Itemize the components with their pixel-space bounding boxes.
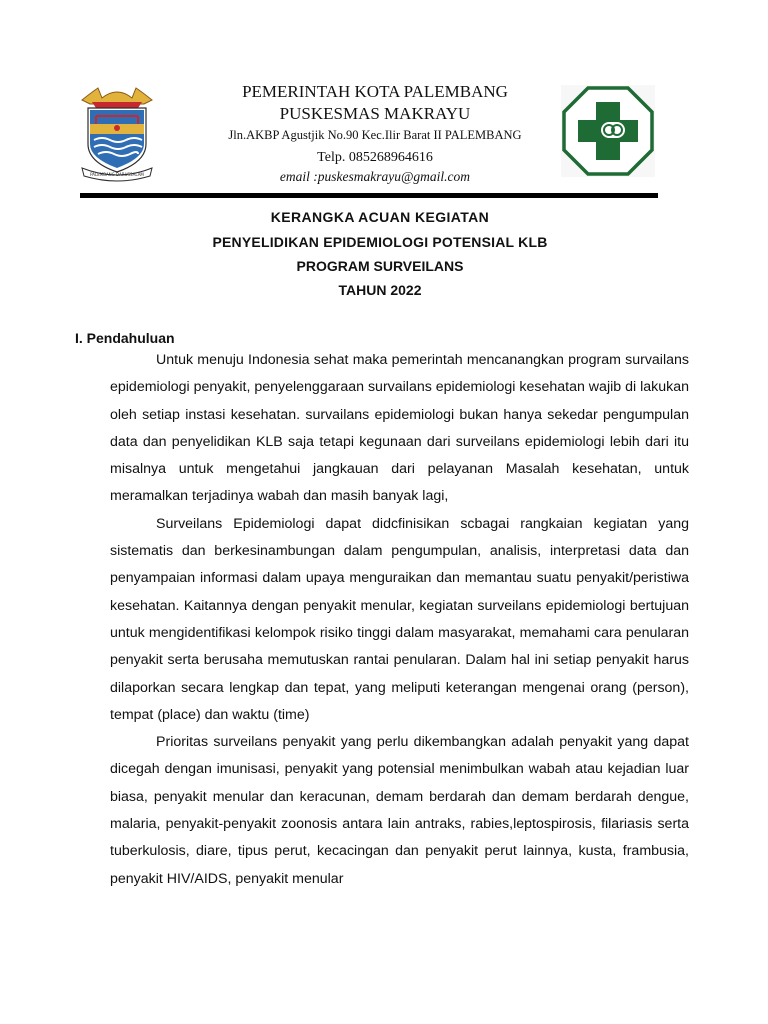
- emblem-banner-text: PALEMBANG DARUSSALAM: [90, 172, 144, 177]
- letterhead-divider: [80, 193, 658, 198]
- paragraph: Untuk menuju Indonesia sehat maka pemerintah mencanangkan program survailans epidemiologi penyakit, penyelenggaraan survailans epidemiologi kesehatan wajib di lakukan oleh setiap instasi kesehatan. survailans epidemiologi bukan hanya sekedar pengumpulan data dan penyelidikan KLB saja tetapi kegunaan dari surveilans epidemiologi lebih dari itu misalnya untuk mengetahui jangkauan dari pelayanan Masalah kesehatan, untuk meramalkan terjadinya wabah dan masih banyak lagi,: [110, 352, 689, 505]
- palembang-city-emblem-icon: [78, 86, 156, 182]
- address: Jln.AKBP Agustjik No.90 Kec.Ilir Barat II PALEMBANG: [228, 128, 522, 142]
- puskesmas-name: PUSKESMAS MAKRAYU: [279, 104, 471, 123]
- puskesmas-green-cross-icon: [561, 85, 655, 177]
- section-body: [110, 347, 689, 893]
- paragraph: Prioritas surveilans penyakit yang perlu dikembangkan adalah penyakit yang dapat dicegah dengan imunisasi, penyakit yang potensial menimbulkan wabah atau kejadian luar biasa, penyakit menular dan keracunan, demam berdarah dan demam berdarah dengue, malaria, penyakit-penyakit zoonosis antara lain antraks, rabies,leptospirosis, filariasis serta tuberkulosis, diare, tipus perut, kecacingan dan penyakit perut lainnya, kusta, frambusia, penyakit HIV/AIDS, penyakit menular: [110, 734, 689, 887]
- phone-number: Telp. 085268964616: [317, 150, 433, 165]
- paragraph: Surveilans Epidemiologi dapat didcfinisikan scbagai rangkaian kegiatan yang sistematis dan berkesinambungan dalam pengumpulan, analisis, interpretasi data dan penyampaian informasi dalam upaya menguraikan dan memantau suatu penyakit/peristiwa kesehatan. Kaitannya dengan penyakit menular, kegiatan surveilans epidemiologi bertujuan untuk mengidentifikasi kelompok risiko tinggi dalam masyarakat, memahami cara penularan penyakit serta berusaha memutuskan rantai penularan. Dalam hal ini setiap penyakit harus dilaporkan secara lengkap dan tepat, yang meliputi keterangan mengenai orang (person), tempat (place) dan waktu (time): [110, 515, 689, 723]
- government-name: PEMERINTAH KOTA PALEMBANG: [242, 82, 508, 101]
- year-title: TAHUN 2022: [338, 282, 422, 298]
- email-address: email :puskesmakrayu@gmail.com: [279, 169, 471, 184]
- section-heading: I. Pendahuluan: [75, 330, 175, 346]
- document-title: KERANGKA ACUAN KEGIATAN: [270, 209, 490, 225]
- activity-title: PENYELIDIKAN EPIDEMIOLOGI POTENSIAL KLB: [212, 234, 548, 250]
- program-title: PROGRAM SURVEILANS: [296, 258, 464, 274]
